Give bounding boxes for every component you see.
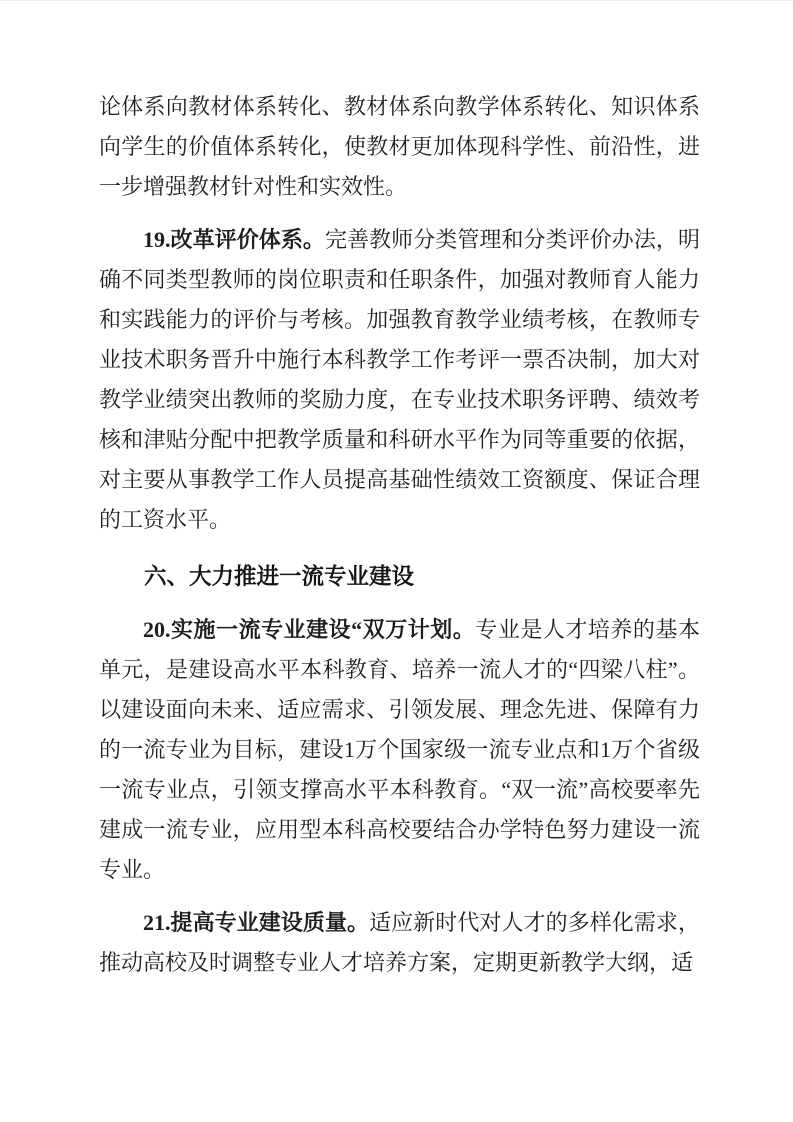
paragraph (99, 903, 700, 983)
paragraph-text: 论体系向教材体系转化、教材体系向教学体系转化、知识体系向学生的价值体系转化，使教材更加体现科学性、前沿性，进一步增强教材针对性和实效性。 (99, 94, 700, 199)
paragraph-lead: 19.改革评价体系。 (143, 227, 325, 252)
paragraph (99, 87, 700, 207)
paragraph-text: 完善教师分类管理和分类评价办法，明确不同类型教师的岗位职责和任职条件，加强对教师育人能力和实践能力的评价与考核。加强教育教学业绩考核，在教师专业技术职务晋升中施行本科教学工作考评一票否决制，加大对教学业绩突出教师的奖励力度，在专业技术职务评聘、绩效考核和津贴分配中把教学质量和科研水平作为同等重要的依据，对主要从事教学工作人员提高基础性绩效工资额度、保证合理的工资水平。 (99, 227, 700, 532)
paragraph-lead: 20.实施一流专业建设“双万计划。 (143, 617, 476, 642)
paragraph-lead: 21.提高专业建设质量。 (143, 910, 370, 935)
paragraph-text: 适应新时代对人才的多样化需求，推动高校及时调整专业人才培养方案，定期更新教学大纲，适 (99, 910, 700, 975)
paragraph (99, 610, 700, 890)
paragraph (99, 220, 700, 540)
section-heading: 六、大力推进一流专业建设 (144, 564, 415, 589)
paragraph-text: 专业是人才培养的基本单元，是建设高水平本科教育、培养一流人才的“四梁八柱”。以建设面向未来、适应需求、引领发展、理念先进、保障有力的一流专业为目标，建设1万个国家级一流专业点和1万个省级一流专业点，引领支撑高水平本科教育。“双一流”高校要率先建成一流专业，应用型本科高校要结合办学特色努力建设一流专业。 (99, 617, 701, 882)
